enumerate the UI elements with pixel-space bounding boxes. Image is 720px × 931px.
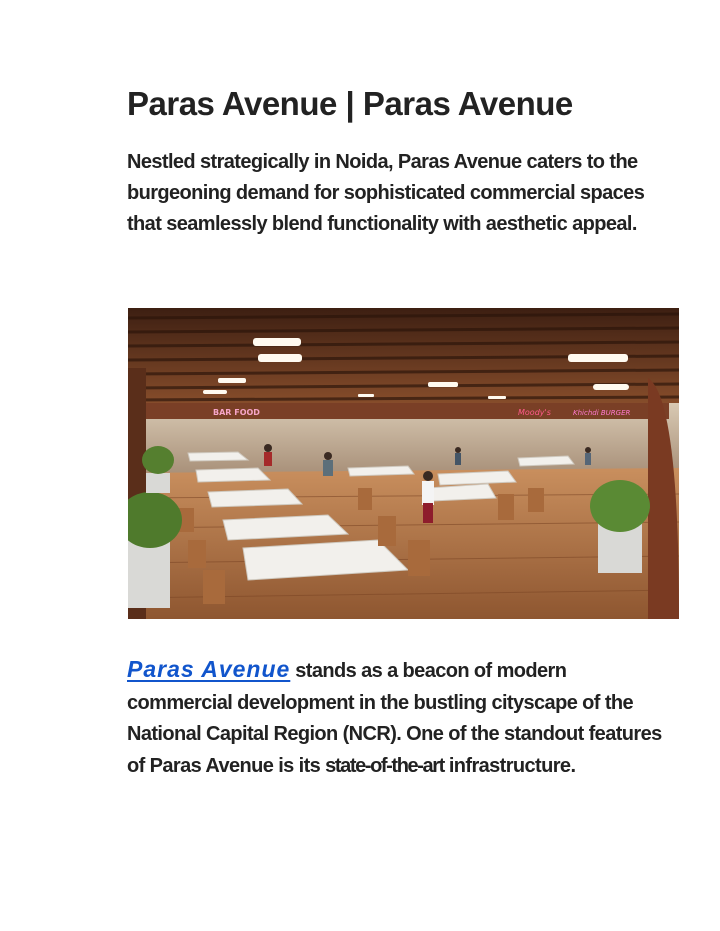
body-text-part-3: infrastructure. — [443, 754, 576, 777]
page-title: Paras Avenue | Paras Avenue — [127, 85, 573, 122]
sign-moodys: Moody's — [518, 408, 551, 417]
sign-bar-food: BAR FOOD — [213, 408, 260, 417]
body-text-part-1: stands as a beacon of modern commercial development in the bustling cityscape of the National Capital Region (NCR). One of the standout features of Paras Avenue is its — [127, 660, 662, 777]
paras-avenue-link[interactable]: Paras Avenue — [127, 656, 291, 682]
food-court-image — [128, 308, 679, 619]
food-court-illustration — [128, 308, 679, 619]
body-paragraph — [127, 654, 667, 782]
body-text-state-of-the-art: state-of-the-art — [325, 754, 444, 777]
sign-khichdi-burger: Khichdi BURGER — [573, 409, 631, 417]
intro-paragraph: Nestled strategically in Noida, Paras Avenue caters to the burgeoning demand for sophisticated commercial spaces that seamlessly blend functionality with aesthetic appeal. — [127, 151, 645, 235]
